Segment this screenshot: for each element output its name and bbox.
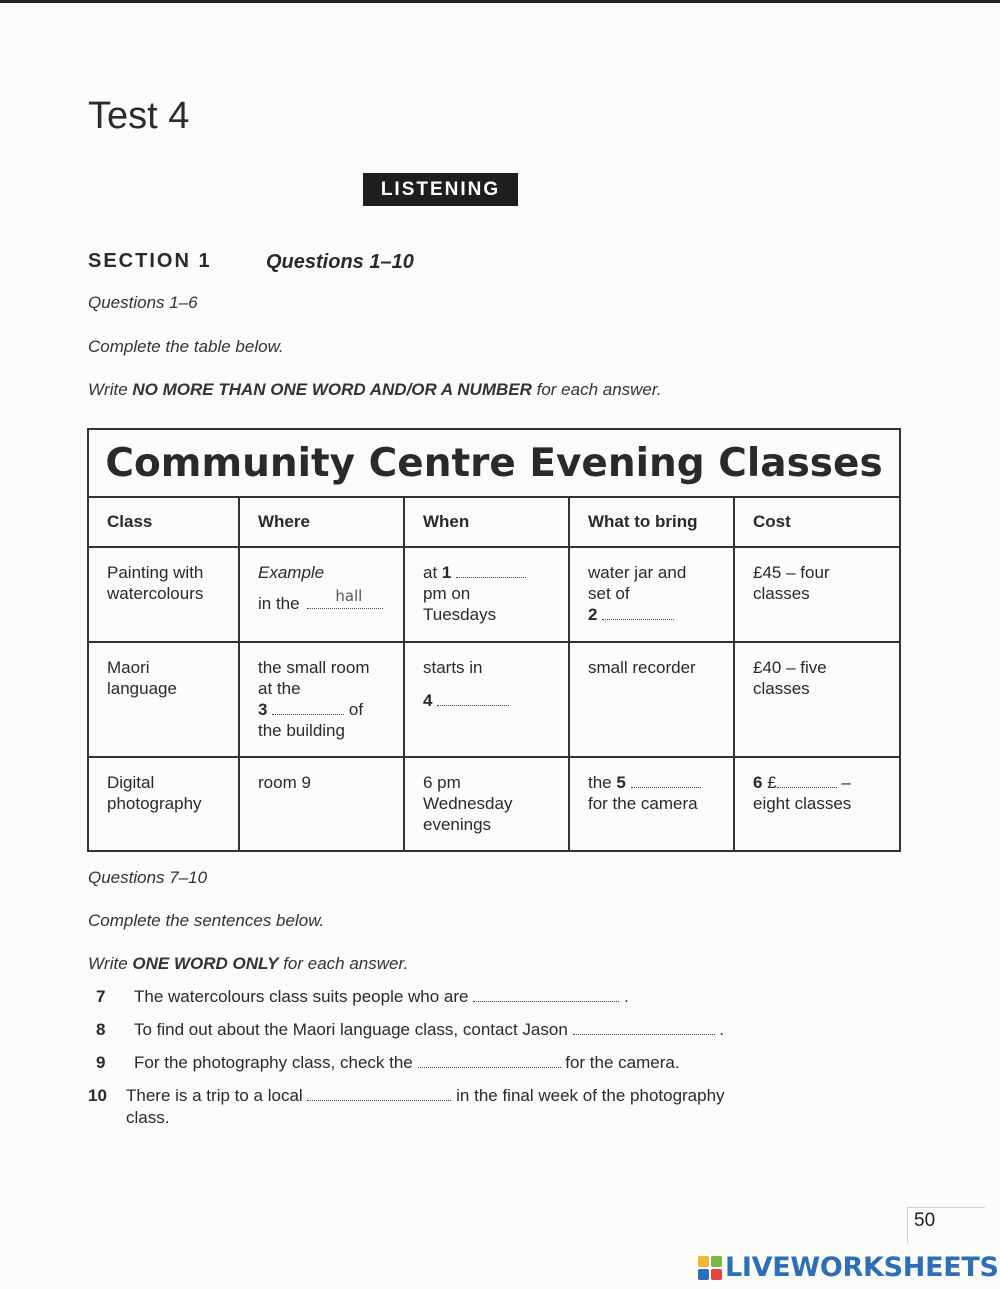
cell-text: Painting with (107, 563, 204, 582)
header-class: Class (88, 497, 239, 547)
section-questions: Questions 1–10 (266, 251, 414, 273)
question-number: 10 (88, 1086, 107, 1105)
answer-blank[interactable] (473, 989, 619, 1002)
cell-where (239, 642, 404, 757)
cell-text: at the (258, 679, 301, 698)
section-label: SECTION 1 (88, 250, 212, 272)
answer-blank[interactable] (777, 775, 837, 788)
listening-banner: LISTENING (363, 173, 518, 206)
cell-where (239, 757, 404, 851)
header-when: When (404, 497, 569, 547)
cell-text: room 9 (258, 773, 311, 792)
cell-cost (734, 642, 900, 757)
brand-name: LIVEWORKSHEETS (725, 1252, 999, 1283)
answer-blank[interactable] (307, 1088, 451, 1101)
example-answer: hall (335, 587, 363, 605)
header-cost: Cost (734, 497, 900, 547)
sentence-text: To find out about the Maori language class, contact Jason (134, 1020, 573, 1039)
question-number: 2 (588, 605, 598, 624)
cell-text: evenings (423, 815, 492, 834)
question-number: 5 (616, 773, 626, 792)
question-number: 7 (96, 987, 106, 1006)
sentence-text: The watercolours class suits people who are (134, 987, 474, 1006)
sentence-10 (88, 1085, 768, 1129)
cell-text: of (344, 700, 364, 719)
sentence-9 (88, 1052, 768, 1074)
question-number: 6 (753, 773, 763, 792)
cell-when (404, 642, 569, 757)
cell-text: the small room (258, 658, 370, 677)
rule-prefix: Write (88, 380, 133, 399)
cell-text: – (836, 773, 851, 792)
cell-bring (569, 757, 734, 851)
cell-class (88, 757, 239, 851)
header-what-to-bring: What to bring (569, 497, 734, 547)
cell-text: at (423, 563, 442, 582)
cell-text: the (588, 773, 617, 792)
cell-text: watercolours (107, 584, 204, 603)
table-word-limit (88, 380, 662, 400)
cell-text: Tuesdays (423, 605, 497, 624)
cell-cost (734, 547, 900, 642)
question-number: 9 (96, 1053, 106, 1072)
cell-cost (734, 757, 900, 851)
table-instruction: Complete the table below. (88, 337, 284, 356)
cell-text: language (107, 679, 177, 698)
sentence-list (88, 986, 768, 1140)
liveworksheets-logo[interactable] (698, 1252, 999, 1283)
rule-bold: NO MORE THAN ONE WORD AND/OR A NUMBER (132, 380, 532, 399)
page-number: 50 (914, 1210, 936, 1231)
liveworksheets-grid-icon (698, 1256, 722, 1280)
sentence-text: For the photography class, check the (134, 1053, 418, 1072)
sentence-text: There is a trip to a local (126, 1086, 308, 1105)
cell-text: classes (753, 584, 810, 603)
cell-text: Digital (107, 773, 155, 792)
cell-text: starts in (423, 658, 483, 677)
cell-text: £40 – five (753, 658, 827, 677)
top-rule (0, 0, 1000, 3)
cell-when (404, 757, 569, 851)
cell-text: pm on (423, 584, 471, 603)
cell-bring (569, 547, 734, 642)
cell-text: £ (762, 773, 777, 792)
cell-text: eight classes (753, 794, 852, 813)
cell-class (88, 642, 239, 757)
answer-blank[interactable] (456, 565, 526, 578)
cell-text: in the (258, 594, 305, 613)
questions-7-10-heading: Questions 7–10 (88, 868, 208, 887)
cell-where (239, 547, 404, 642)
cell-text: set of (588, 584, 630, 603)
question-number: 1 (441, 563, 452, 582)
answer-blank[interactable] (418, 1055, 561, 1068)
cell-class (88, 547, 239, 642)
answer-blank[interactable] (437, 693, 509, 706)
question-number: 4 (423, 691, 433, 710)
sentences-instruction: Complete the sentences below. (88, 911, 325, 930)
rule-prefix: Write (88, 954, 133, 973)
header-where: Where (239, 497, 404, 547)
answer-blank[interactable] (602, 607, 674, 620)
sentences-word-limit (88, 954, 408, 974)
sentence-7 (88, 986, 768, 1008)
classes-table (87, 428, 901, 852)
rule-bold: ONE WORD ONLY (132, 954, 279, 973)
table-title: Community Centre Evening Classes (88, 429, 900, 497)
rule-suffix: for each answer. (531, 380, 662, 399)
cell-text: small recorder (588, 658, 696, 677)
example-answer-blank (307, 587, 383, 609)
questions-1-6-heading: Questions 1–6 (88, 293, 198, 312)
question-number: 8 (96, 1020, 106, 1039)
answer-blank[interactable] (272, 702, 344, 715)
table-row-photography (88, 757, 900, 851)
table-row-painting (88, 547, 900, 642)
cell-text: photography (107, 794, 202, 813)
example-label: Example (258, 563, 325, 582)
cell-text: the building (258, 721, 345, 740)
sentence-text: for the camera. (560, 1053, 680, 1072)
cell-text: classes (753, 679, 810, 698)
test-title: Test 4 (88, 95, 190, 137)
sentence-text: . (619, 987, 629, 1006)
question-number: 3 (258, 700, 268, 719)
sentence-text: in the final week of the photography class. (126, 1086, 725, 1127)
sentence-text: . (714, 1020, 724, 1039)
cell-when (404, 547, 569, 642)
cell-text: £45 – four (753, 563, 830, 582)
answer-blank[interactable] (631, 775, 701, 788)
cell-text: Wednesday (423, 794, 513, 813)
rule-suffix: for each answer. (278, 954, 409, 973)
sentence-8 (88, 1019, 768, 1041)
cell-text: 6 pm (423, 773, 461, 792)
cell-text: Maori (107, 658, 150, 677)
cell-text: water jar and (588, 563, 687, 582)
table-row-maori (88, 642, 900, 757)
cell-text: for the camera (588, 794, 698, 813)
cell-bring (569, 642, 734, 757)
answer-blank[interactable] (573, 1022, 715, 1035)
